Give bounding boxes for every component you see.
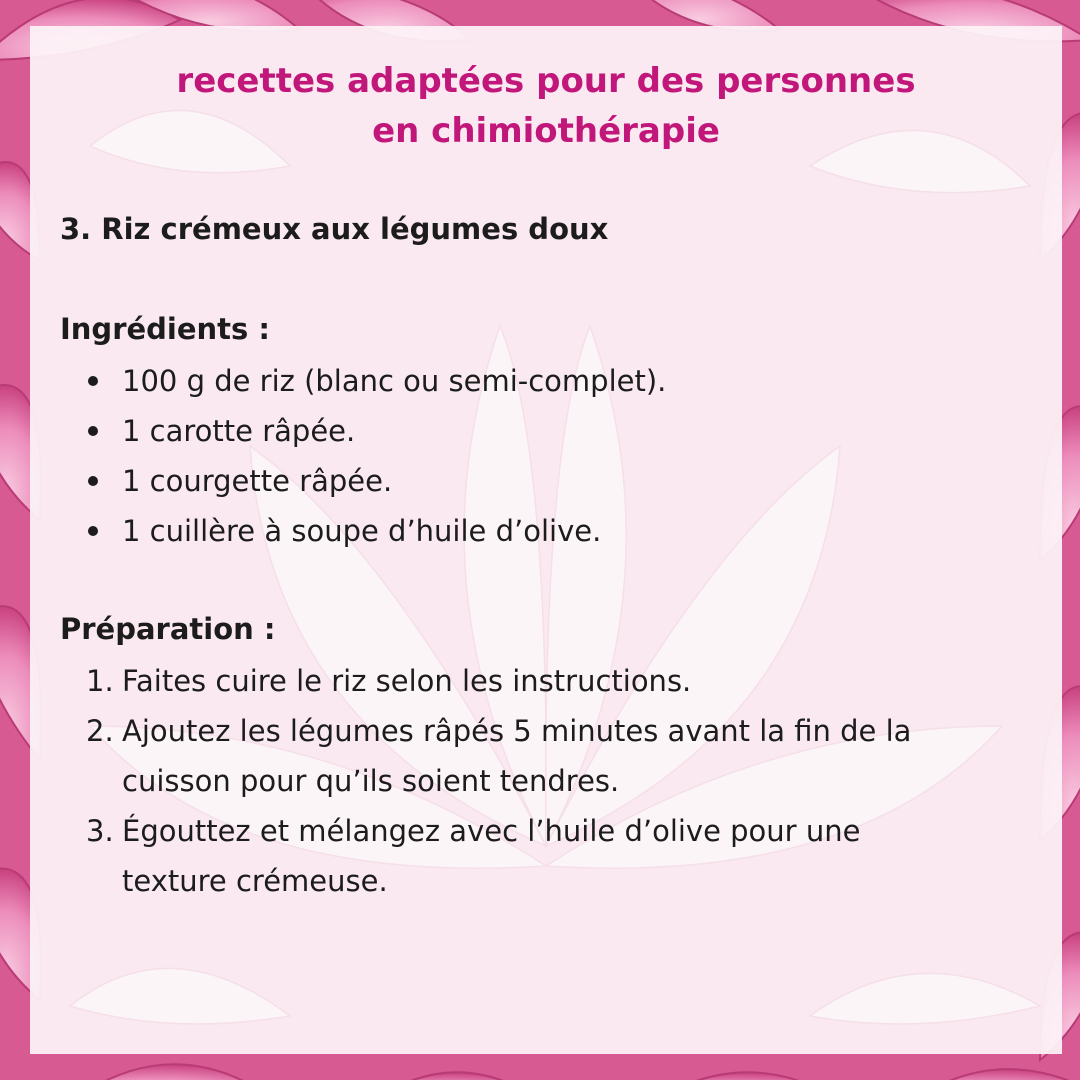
ingredient-text: 1 courgette râpée. — [122, 464, 393, 498]
step-number: 3. — [86, 814, 114, 848]
step-item — [30, 656, 1022, 706]
step-number: 2. — [86, 714, 114, 748]
page-title — [30, 56, 1062, 156]
preparation-steps — [30, 656, 1022, 906]
step-item — [30, 806, 1022, 906]
title-line-2: en chimiothérapie — [372, 111, 720, 151]
step-text-line-2: cuisson pour qu’ils soient tendres. — [122, 764, 620, 798]
step-number: 1. — [86, 664, 114, 698]
ingredients-list — [30, 356, 1022, 556]
bullet-icon — [88, 426, 98, 436]
ingredient-text: 1 cuillère à soupe d’huile d’olive. — [122, 514, 602, 548]
title-line-1: recettes adaptées pour des personnes — [176, 61, 916, 101]
step-text-line-1: Ajoutez les légumes râpés 5 minutes avant la fin de la — [122, 714, 912, 748]
step-text-line-2: texture crémeuse. — [122, 864, 388, 898]
bullet-icon — [88, 476, 98, 486]
list-item — [30, 356, 1022, 406]
step-text: Faites cuire le riz selon les instructions. — [122, 664, 692, 698]
bullet-icon — [88, 376, 98, 386]
step-item — [30, 706, 1022, 806]
list-item — [30, 456, 1022, 506]
bullet-icon — [88, 526, 98, 536]
list-item — [30, 506, 1022, 556]
list-item — [30, 406, 1022, 456]
preparation-heading: Préparation : — [60, 612, 276, 646]
recipe-heading: 3. Riz crémeux aux légumes doux — [60, 212, 609, 246]
ingredients-heading: Ingrédients : — [60, 312, 270, 346]
ingredient-text: 1 carotte râpée. — [122, 414, 356, 448]
ingredient-text: 100 g de riz (blanc ou semi-complet). — [122, 364, 667, 398]
recipe-card — [30, 26, 1062, 1054]
step-text-line-1: Égouttez et mélangez avec l’huile d’olive pour une — [122, 814, 861, 848]
